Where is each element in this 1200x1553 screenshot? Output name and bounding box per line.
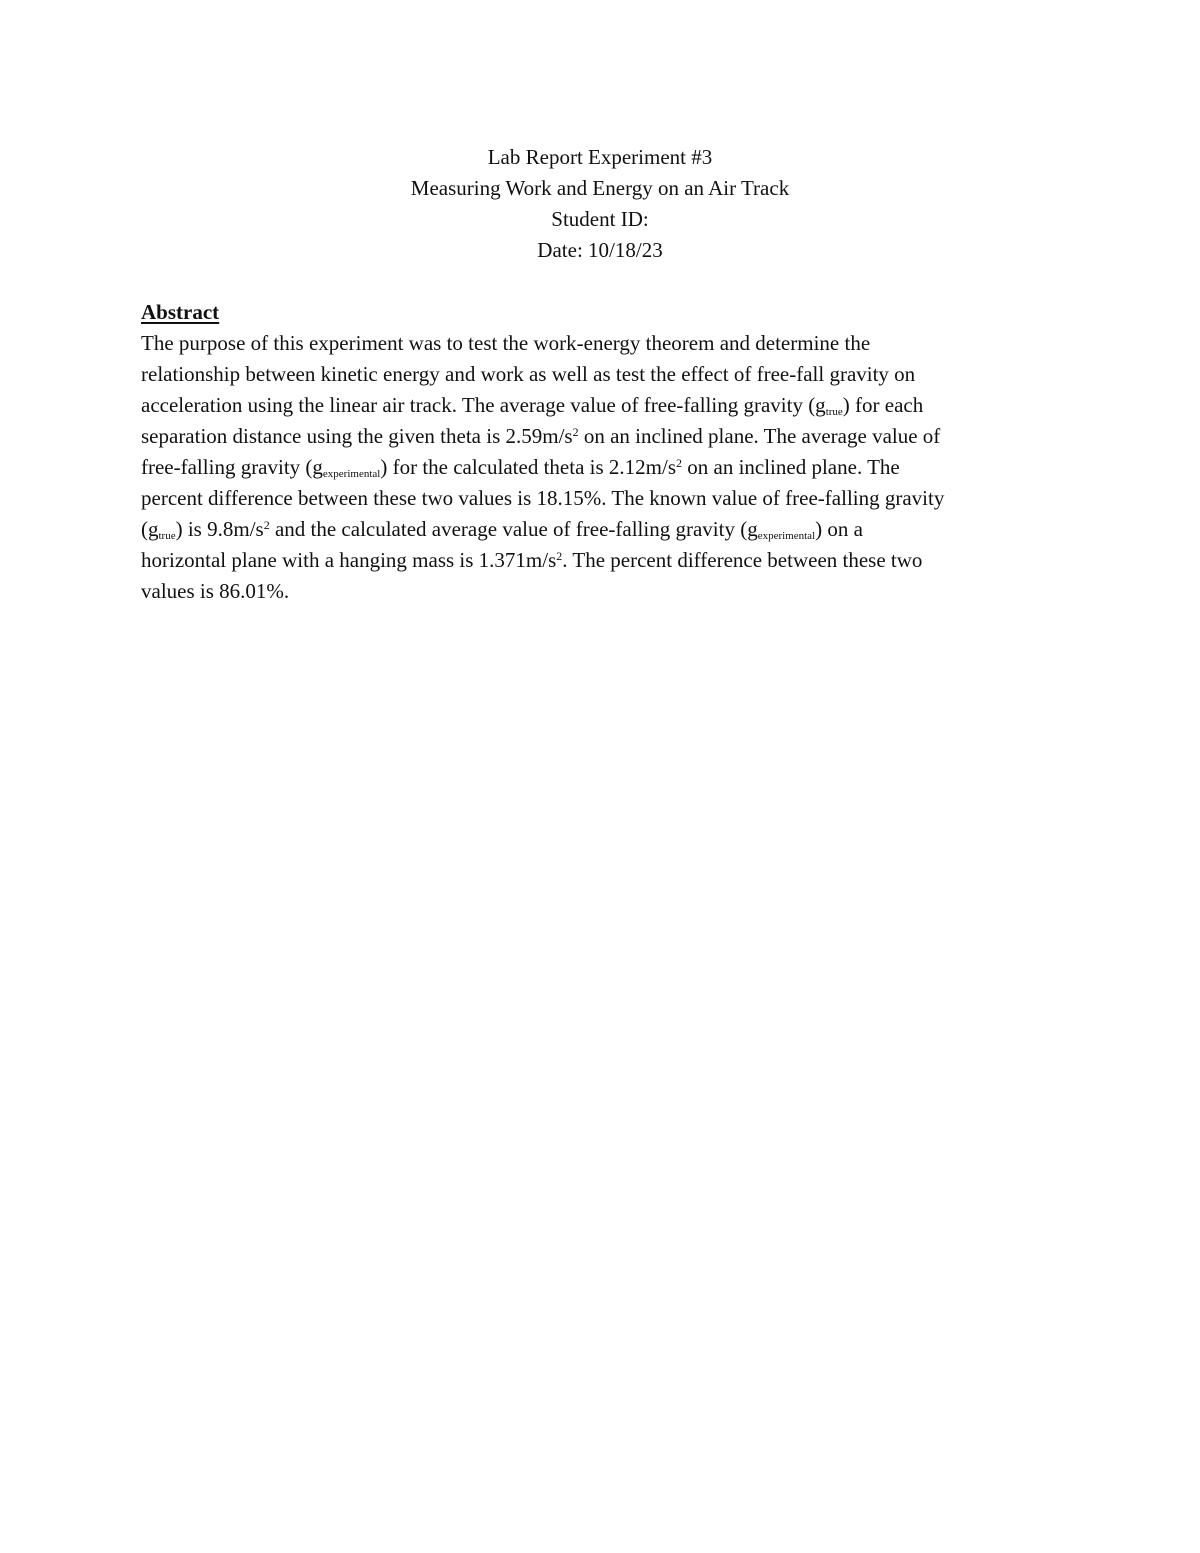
abstract-text: horizontal plane with a hanging mass is 1.371m/s	[141, 548, 557, 572]
superscript-text: 2	[572, 425, 579, 439]
abstract-text: on an inclined plane. The average value of	[578, 424, 941, 448]
abstract-line	[141, 328, 1061, 359]
report-title: Lab Report Experiment #3	[487, 145, 713, 169]
abstract-text: acceleration using the linear air track. The average value of free-falling gravity (g	[141, 393, 826, 417]
abstract-text: ) for each	[842, 393, 924, 417]
abstract-text: ) for the calculated theta is 2.12m/s	[380, 455, 676, 479]
abstract-line	[141, 545, 1061, 576]
abstract-text: separation distance using the given theta is 2.59m/s	[141, 424, 573, 448]
report-subtitle: Measuring Work and Energy on an Air Track	[410, 176, 790, 200]
abstract-line	[141, 483, 1061, 514]
abstract-text: relationship between kinetic energy and work as well as test the effect of free-fall gravity on	[141, 362, 916, 386]
abstract-text: ) on a	[815, 517, 863, 541]
subscript-text: true	[825, 406, 843, 418]
title-block	[0, 142, 1200, 266]
abstract-text: (g	[141, 517, 159, 541]
subscript-text: true	[158, 530, 176, 542]
abstract-line	[141, 452, 1061, 483]
abstract-text: values is 86.01%.	[141, 579, 290, 603]
subscript-text: experimental	[322, 468, 381, 480]
abstract-text: free-falling gravity (g	[141, 455, 323, 479]
abstract-line	[141, 421, 1061, 452]
abstract-line	[141, 576, 1061, 607]
abstract-text: and the calculated average value of free-falling gravity (g	[269, 517, 758, 541]
abstract-heading: Abstract	[141, 300, 220, 324]
student-id-line: Student ID:	[551, 207, 649, 231]
abstract-line	[141, 514, 1061, 545]
abstract-line	[141, 359, 1061, 390]
abstract-text: percent difference between these two values is 18.15%. The known value of free-falling gravity	[141, 486, 945, 510]
abstract-text: . The percent difference between these two	[562, 548, 923, 572]
superscript-text: 2	[263, 518, 270, 532]
abstract-line	[141, 390, 1061, 421]
superscript-text: 2	[676, 456, 682, 470]
abstract-text: The purpose of this experiment was to test the work-energy theorem and determine the	[141, 331, 871, 355]
date-line: Date: 10/18/23	[537, 238, 663, 262]
abstract-body	[141, 328, 1061, 607]
subscript-text: experimental	[757, 530, 816, 542]
abstract-text: ) is 9.8m/s	[175, 517, 264, 541]
abstract-section	[141, 297, 1061, 607]
abstract-text: on an inclined plane. The	[682, 455, 900, 479]
superscript-text: 2	[556, 549, 563, 563]
